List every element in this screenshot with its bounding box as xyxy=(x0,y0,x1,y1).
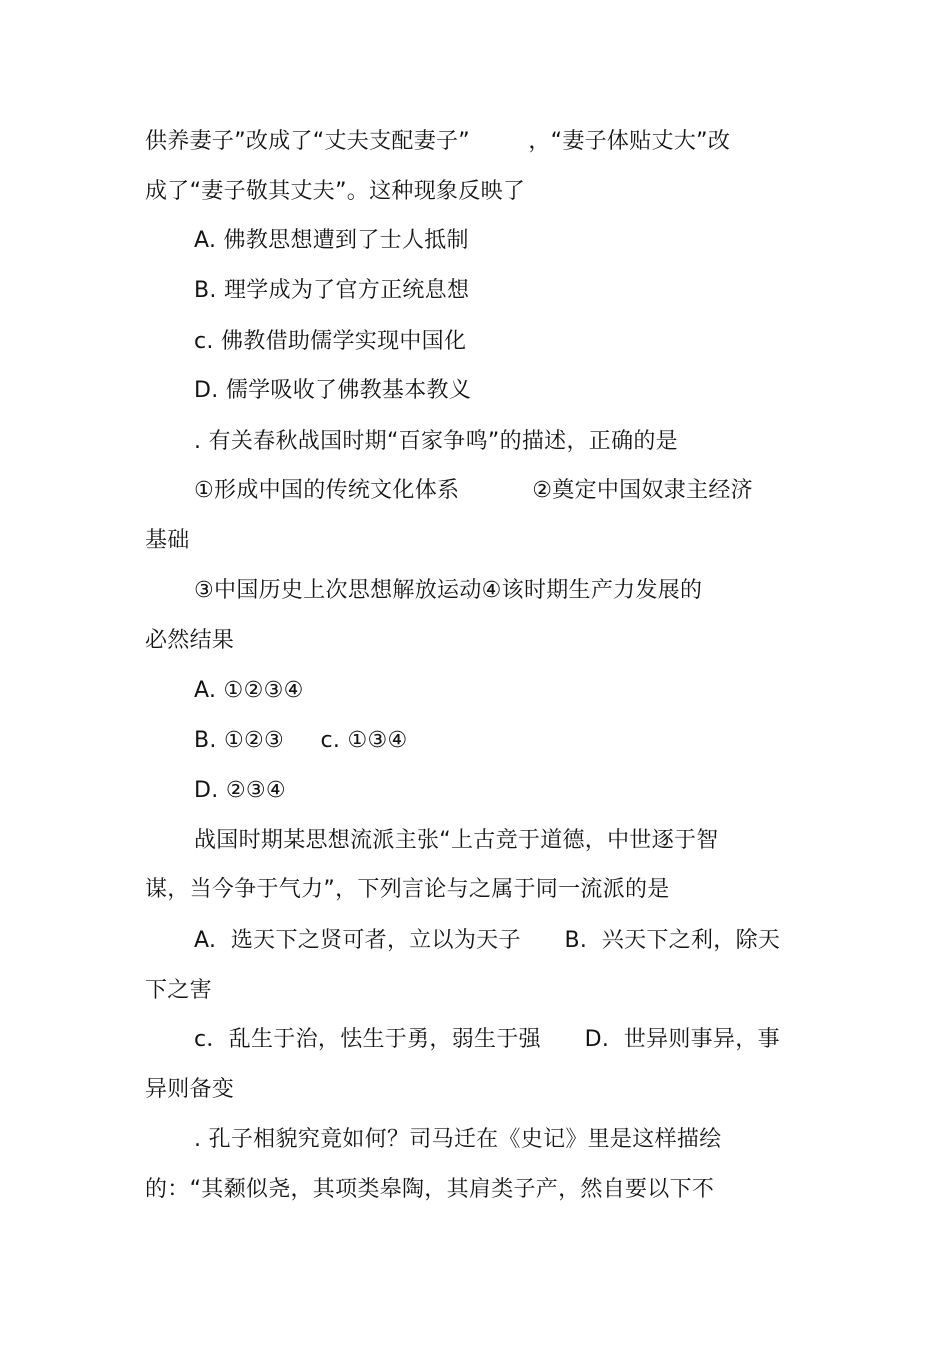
question-stem-continued: 的：“其颡似尧，其项类皋陶，其肩类子产，然自要以下不 xyxy=(145,1177,715,1202)
statement-4-continued: 必然结果 xyxy=(145,628,235,653)
statement-2-continued: 基础 xyxy=(145,528,190,553)
option-a: A. ①②③④ xyxy=(194,678,304,703)
option-c-d: c．乱生于治，怯生于勇，弱生于强 D. 世异则事异，事 xyxy=(194,1027,780,1052)
option-d: D. 儒学吸收了佛教基本教义 xyxy=(194,378,472,403)
option-a-b: A. 选天下之贤可者，立以为天子 B. 兴天下之利，除天 xyxy=(194,928,781,953)
statement-3-4: ③中国历史上次思想解放运动④该时期生产力发展的 xyxy=(194,578,703,603)
question-stem: 战国时期某思想流派主张“上古竞于道德，中世逐于智 xyxy=(194,828,719,853)
option-d-continued: 异则备变 xyxy=(145,1077,235,1102)
option-b-continued: 下之害 xyxy=(145,978,212,1003)
option-d: D. ②③④ xyxy=(194,778,286,803)
text-line-2: 成了“妻子敬其丈夫”。这种现象反映了 xyxy=(145,179,526,204)
question-stem-continued: 谋，当今争于气力”，下列言论与之属于同一流派的是 xyxy=(145,877,670,902)
option-c: c. 佛教借助儒学实现中国化 xyxy=(194,329,467,354)
option-b-c: B. ①②③ c. ①③④ xyxy=(194,728,408,753)
option-a: A. 佛教思想遭到了士人抵制 xyxy=(194,228,469,253)
statement-1-2: ①形成中国的传统文化体系 ②奠定中国奴隶主经济 xyxy=(194,478,753,503)
question-stem: . 孔子相貌究竟如何？司马迁在《史记》里是这样描绘 xyxy=(194,1127,722,1152)
question-stem: . 有关春秋战国时期“百家争鸣”的描述，正确的是 xyxy=(194,429,678,454)
option-b: B. 理学成为了官方正统息想 xyxy=(194,278,470,303)
text-line-1: 供养妻子”改成了“丈夫支配妻子” ，“妻子体贴丈大”改 xyxy=(145,129,731,154)
